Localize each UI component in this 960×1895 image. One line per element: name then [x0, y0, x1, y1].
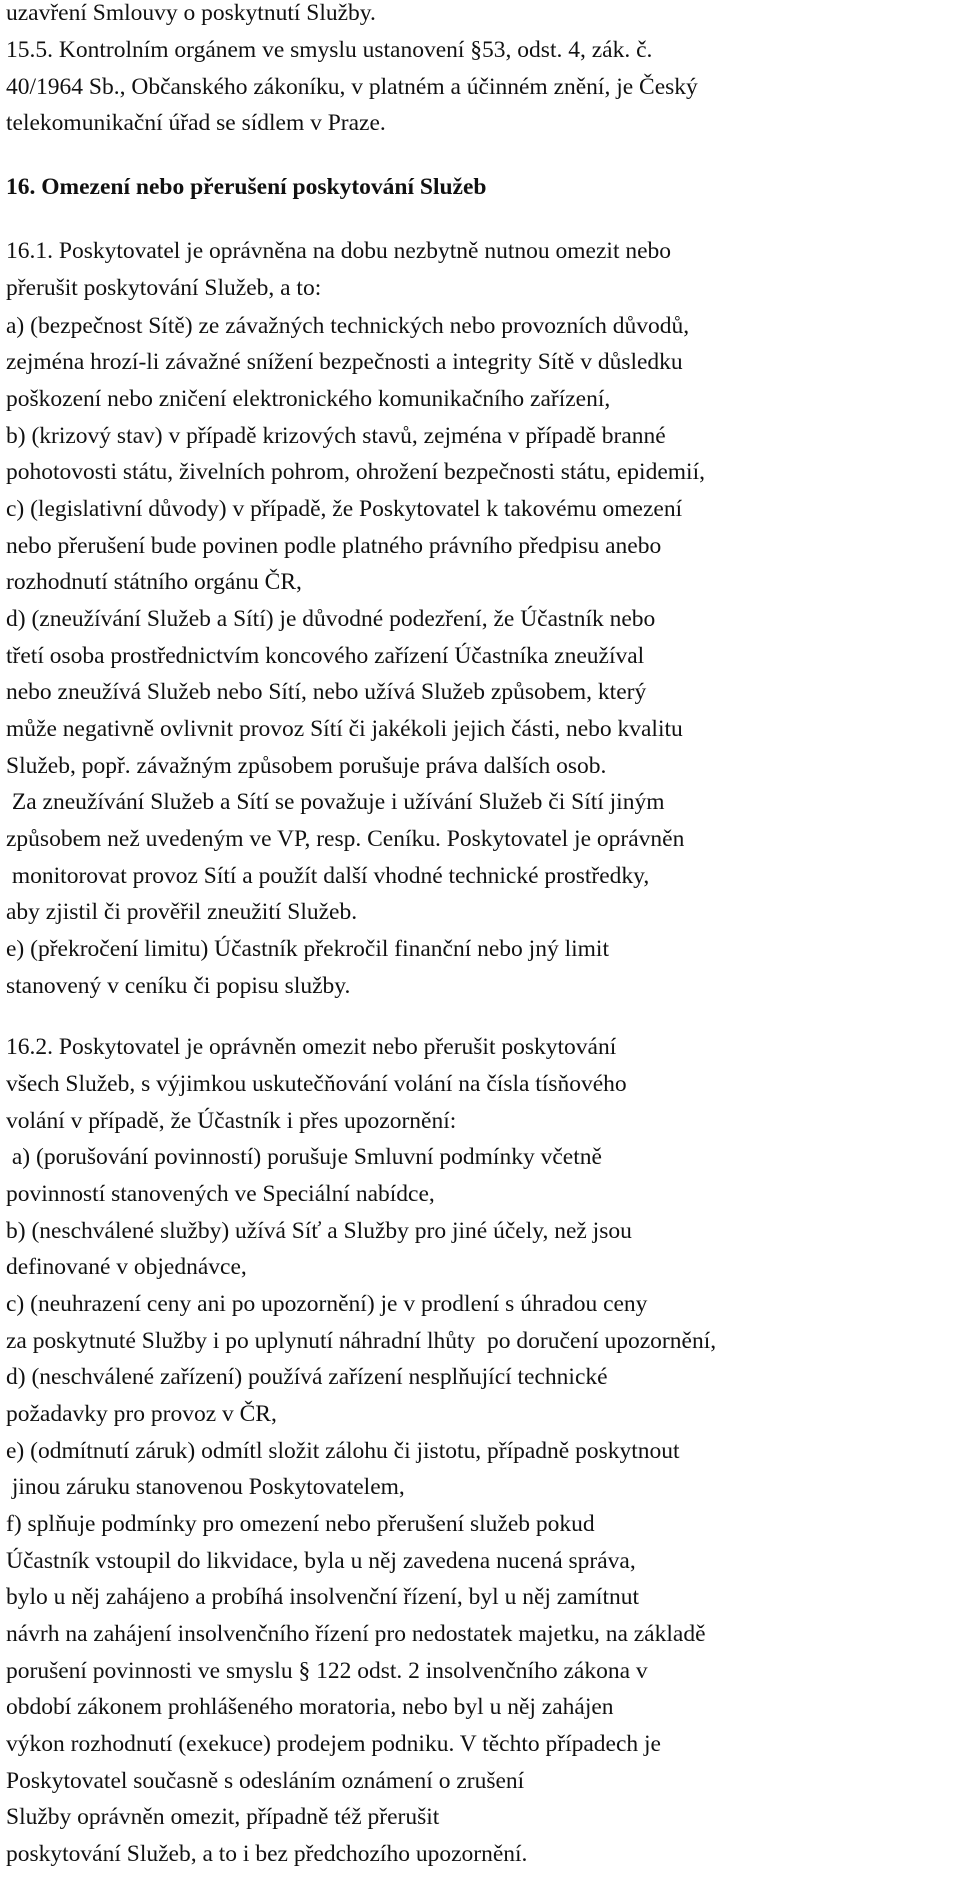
text-line: Služeb, popř. závažným způsobem porušuje práva dalších osob.	[6, 752, 607, 779]
text-line: pohotovosti státu, živelních pohrom, ohrožení bezpečnosti státu, epidemií,	[6, 459, 705, 486]
text-line: definované v objednávce,	[6, 1254, 247, 1281]
text-line: a) (bezpečnost Sítě) ze závažných technických nebo provozních důvodů,	[6, 312, 690, 339]
text-line: aby zjistil či prověřil zneužití Služeb.	[6, 899, 358, 926]
text-line: a) (porušování povinností) porušuje Smluvní podmínky včetně	[6, 1144, 602, 1171]
text-line: Služby oprávněn omezit, případně též přerušit	[6, 1804, 440, 1831]
text-line: 16.1. Poskytovatel je oprávněna na dobu nezbytně nutnou omezit nebo	[6, 238, 672, 265]
text-line: poskytování Služeb, a to i bez předchozího upozornění.	[6, 1840, 528, 1867]
text-line: f) splňuje podmínky pro omezení nebo přerušení služeb pokud	[6, 1510, 595, 1537]
text-line: zejména hrozí-li závažné snížení bezpečnosti a integrity Sítě v důsledku	[6, 349, 683, 376]
text-line: všech Služeb, s výjimkou uskutečňování volání na čísla tísňového	[6, 1070, 627, 1097]
section-heading: 16. Omezení nebo přerušení poskytování Služeb	[6, 174, 487, 201]
text-line: nebo přerušení bude povinen podle platného právního předpisu anebo	[6, 532, 662, 559]
text-line: Za zneužívání Služeb a Sítí se považuje i užívání Služeb či Sítí jiným	[6, 789, 665, 816]
text-line: b) (neschválené služby) užívá Síť a Služby pro jiné účely, než jsou	[6, 1217, 632, 1244]
text-line: e) (překročení limitu) Účastník překročil finanční nebo jný limit	[6, 936, 609, 963]
text-line: monitorovat provoz Sítí a použít další vhodné technické prostředky,	[6, 862, 650, 889]
text-line: c) (neuhrazení ceny ani po upozornění) je v prodlení s úhradou ceny	[6, 1290, 648, 1317]
text-line: d) (zneužívání Služeb a Sítí) je důvodné podezření, že Účastník nebo	[6, 606, 656, 632]
text-line: e) (odmítnutí záruk) odmítl složit zálohu či jistotu, případně poskytnout	[6, 1437, 680, 1464]
text-line: d) (neschválené zařízení) používá zařízení nesplňující technické	[6, 1364, 608, 1391]
text-line: porušení povinnosti ve smyslu § 122 odst. 2 insolvenčního zákona v	[6, 1657, 648, 1684]
text-line: poškození nebo zničení elektronického komunikačního zařízení,	[6, 385, 611, 412]
text-line: rozhodnutí státního orgánu ČR,	[6, 569, 302, 596]
text-line: požadavky pro provoz v ČR,	[6, 1400, 277, 1427]
text-line: 40/1964 Sb., Občanského zákoníku, v platném a účinném znění, je Český	[6, 73, 698, 100]
text-line: b) (krizový stav) v případě krizových stavů, zejména v případě branné	[6, 422, 666, 449]
text-line: uzavření Smlouvy o poskytnutí Služby.	[6, 0, 376, 27]
text-line: telekomunikační úřad se sídlem v Praze.	[6, 110, 386, 137]
text-line: 16.2. Poskytovatel je oprávněn omezit nebo přerušit poskytování	[6, 1034, 617, 1061]
text-line: c) (legislativní důvody) v případě, že Poskytovatel k takovému omezení	[6, 495, 683, 522]
text-line: volání v případě, že Účastník i přes upozornění:	[6, 1107, 457, 1134]
text-line: období zákonem prohlášeného moratoria, nebo byl u něj zahájen	[6, 1694, 614, 1721]
text-line: jinou záruku stanovenou Poskytovatelem,	[6, 1474, 405, 1501]
text-line: Účastník vstoupil do likvidace, byla u něj zavedena nucená správa,	[6, 1547, 636, 1574]
text-line: způsobem než uvedeným ve VP, resp. Ceníku. Poskytovatel je oprávněn	[6, 826, 685, 853]
text-line: může negativně ovlivnit provoz Sítí či jakékoli jejich části, nebo kvalitu	[6, 716, 683, 743]
text-line: stanovený v ceníku či popisu služby.	[6, 972, 351, 999]
text-line: Poskytovatel současně s odesláním oznámení o zrušení	[6, 1767, 525, 1794]
text-line: za poskytnuté Služby i po uplynutí náhradní lhůty po doručení upozornění,	[6, 1327, 717, 1354]
text-line: nebo zneužívá Služeb nebo Sítí, nebo užívá Služeb způsobem, který	[6, 679, 647, 706]
text-line: 15.5. Kontrolním orgánem ve smyslu ustanovení §53, odst. 4, zák. č.	[6, 37, 653, 64]
text-line: bylo u něj zahájeno a probíhá insolvenční řízení, byl u něj zamítnut	[6, 1584, 640, 1611]
text-line: návrh na zahájení insolvenčního řízení pro nedostatek majetku, na základě	[6, 1620, 706, 1647]
text-line: povinností stanovených ve Speciální nabídce,	[6, 1180, 435, 1207]
text-line: třetí osoba prostřednictvím koncového zařízení Účastníka zneužíval	[6, 642, 645, 669]
text-line: přerušit poskytování Služeb, a to:	[6, 274, 322, 301]
text-line: výkon rozhodnutí (exekuce) prodejem podniku. V těchto případech je	[6, 1730, 661, 1757]
